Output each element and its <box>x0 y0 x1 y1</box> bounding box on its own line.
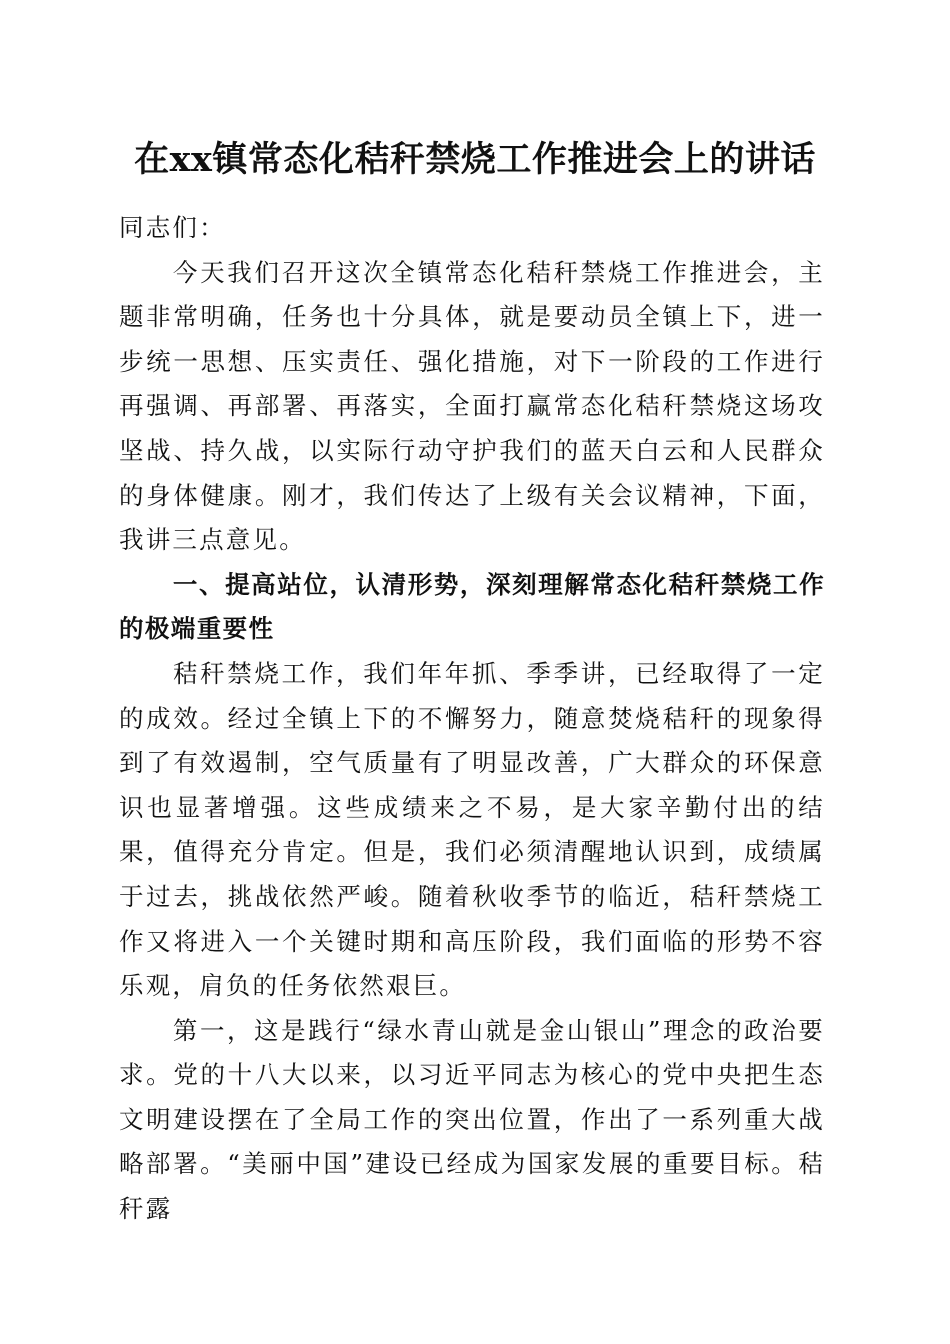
section-heading-1: 一、提高站位，认清形势，深刻理解常态化秸秆禁烧工作的极端重要性 <box>119 569 825 644</box>
paragraph-achievements: 秸秆禁烧工作，我们年年抓、季季讲，已经取得了一定的成效。经过全镇上下的不懈努力，随意焚烧秸秆的现象得到了有效遏制，空气质量有了明显改善，广大群众的环保意识也显著增强。这些成绩来之不易，是大家辛勤付出的结果，值得充分肯定。但是，我们必须清醒地认识到，成绩属于过去，挑战依然严峻。随着秋收季节的临近，秸秆禁烧工作又将进入一个关键时期和高压阶段，我们面临的形势不容乐观，肩负的任务依然艰巨。 <box>119 658 825 1001</box>
paragraph-intro: 今天我们召开这次全镇常态化秸秆禁烧工作推进会，主题非常明确，任务也十分具体，就是要动员全镇上下，进一步统一思想、压实责任、强化措施，对下一阶段的工作进行再强调、再部署、再落实，全面打赢常态化秸秆禁烧这场攻坚战、持久战，以实际行动守护我们的蓝天白云和人民群众的身体健康。刚才，我们传达了上级有关会议精神，下面，我讲三点意见。 <box>119 257 825 555</box>
document-body <box>119 206 825 1232</box>
greeting: 同志们： <box>119 213 226 242</box>
paragraph-first-point: 第一，这是践行“绿水青山就是金山银山”理念的政治要求。党的十八大以来，以习近平同志为核心的党中央把生态文明建设摆在了全局工作的突出位置，作出了一系列重大战略部署。“美丽中国”建设已经成为国家发展的重要目标。秸秆露 <box>119 1015 825 1224</box>
document-title: 在xx镇常态化秸秆禁烧工作推进会上的讲话 <box>134 139 816 180</box>
